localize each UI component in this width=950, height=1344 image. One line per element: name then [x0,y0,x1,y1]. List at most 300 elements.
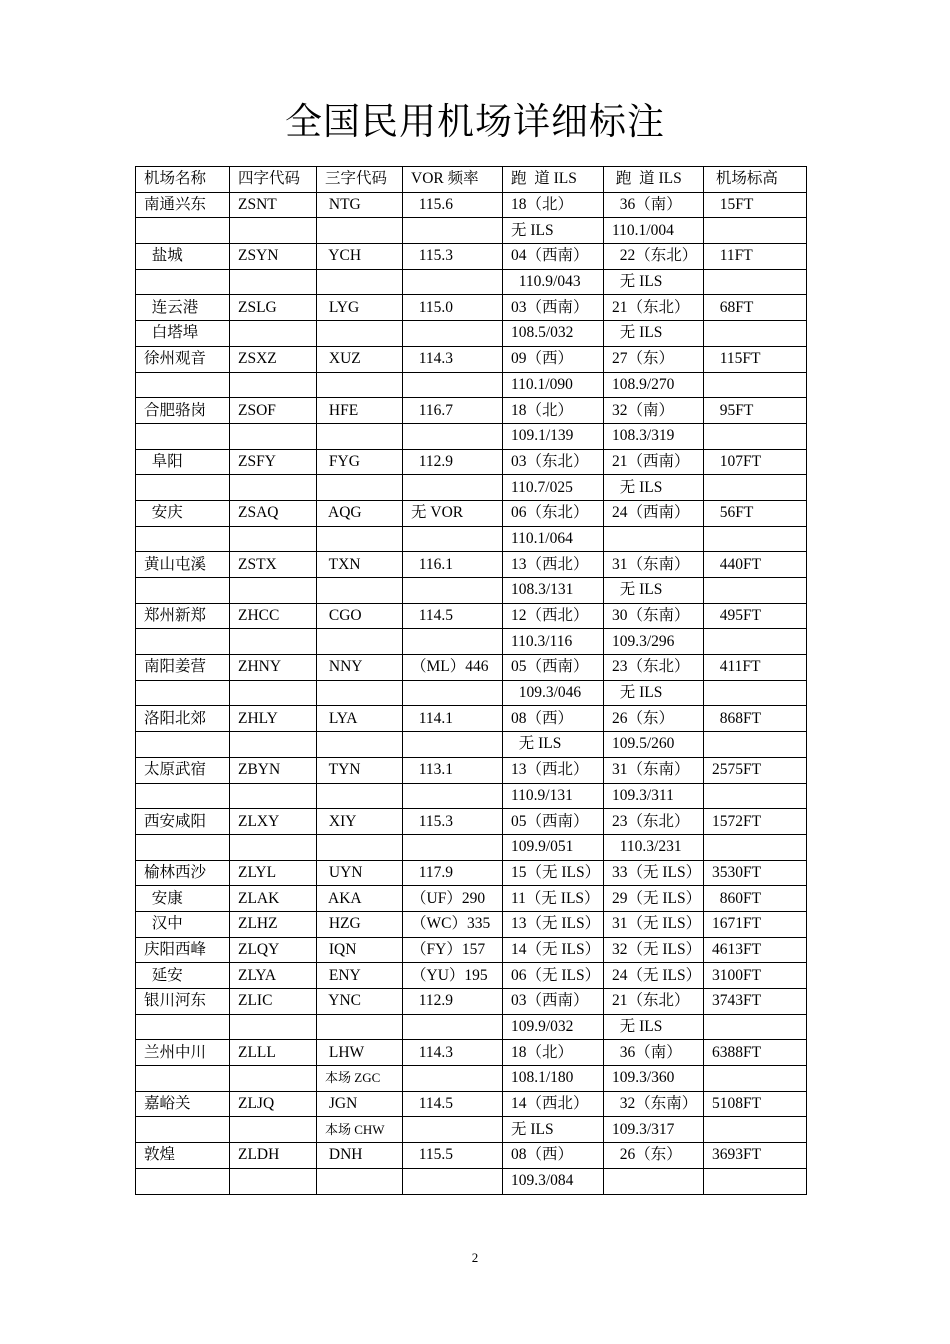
table-cell [136,1066,230,1092]
table-cell: ZLAK [230,886,317,912]
table-cell [317,423,403,449]
table-cell: （FY）157 [403,937,503,963]
table-cell: 109.3/360 [604,1066,704,1092]
table-cell: 411FT [704,655,807,681]
table-cell [403,578,503,604]
table-row [136,1014,807,1040]
table-cell: 108.9/270 [604,372,704,398]
table-cell [704,834,807,860]
table-cell: 安康 [136,886,230,912]
table-cell: 116.1 [403,552,503,578]
table-cell: 26（东） [604,1143,704,1169]
table-cell: 连云港 [136,295,230,321]
table-cell [230,475,317,501]
table-cell: DNH [317,1143,403,1169]
table-cell: 无 ILS [604,578,704,604]
table-cell: 109.3/317 [604,1117,704,1143]
table-cell: 榆林西沙 [136,860,230,886]
table-cell: 110.3/116 [503,629,604,655]
table-cell: 95FT [704,398,807,424]
table-cell: 30（东南） [604,603,704,629]
table-cell: 延安 [136,963,230,989]
table-cell [317,680,403,706]
table-cell: UYN [317,860,403,886]
table-cell: 108.3/319 [604,423,704,449]
table-row [136,629,807,655]
airport-table [135,166,807,1195]
table-cell: 13（无 ILS） [503,911,604,937]
table-row [136,963,807,989]
table-cell: 兰州中川 [136,1040,230,1066]
table-row [136,372,807,398]
table-cell [704,732,807,758]
table-cell: 1572FT [704,809,807,835]
table-cell [704,1014,807,1040]
table-cell: 108.5/032 [503,321,604,347]
table-cell [317,1168,403,1194]
table-cell [230,1117,317,1143]
table-cell: （WC）335 [403,911,503,937]
table-cell [704,1168,807,1194]
table-cell [604,1168,704,1194]
table-cell: 109.1/139 [503,423,604,449]
table-cell: ZHCC [230,603,317,629]
table-cell: 107FT [704,449,807,475]
table-cell: 22（东北） [604,244,704,270]
table-cell: 495FT [704,603,807,629]
table-cell: 15FT [704,192,807,218]
table-cell: 32（南） [604,398,704,424]
table-cell: 郑州新郑 [136,603,230,629]
table-cell: 无 ILS [604,1014,704,1040]
table-cell: IQN [317,937,403,963]
table-cell [230,321,317,347]
table-row [136,1143,807,1169]
table-cell [403,834,503,860]
table-row [136,911,807,937]
table-cell: 08（西） [503,1143,604,1169]
table-cell: （ML）446 [403,655,503,681]
table-cell: 109.9/032 [503,1014,604,1040]
table-cell: 115.3 [403,809,503,835]
table-cell: 13（西北） [503,552,604,578]
table-header-cell: 机场名称 [136,167,230,193]
table-row [136,1066,807,1092]
table-cell: 32（无 ILS） [604,937,704,963]
table-cell [704,578,807,604]
table-row [136,860,807,886]
table-cell: 12（西北） [503,603,604,629]
table-cell [317,783,403,809]
table-cell: 03（西南） [503,295,604,321]
table-cell: 117.9 [403,860,503,886]
table-row [136,706,807,732]
table-cell: 4613FT [704,937,807,963]
table-cell: 36（南） [604,192,704,218]
table-cell: HZG [317,911,403,937]
table-cell: NTG [317,192,403,218]
table-cell: 白塔埠 [136,321,230,347]
table-cell: ZSOF [230,398,317,424]
table-cell: 32（东南） [604,1091,704,1117]
table-cell: 112.9 [403,449,503,475]
table-row [136,937,807,963]
table-cell: 黄山屯溪 [136,552,230,578]
table-cell [704,1117,807,1143]
table-cell: 无 ILS [604,475,704,501]
table-cell [230,680,317,706]
table-row [136,578,807,604]
table-cell: 114.3 [403,346,503,372]
table-row [136,218,807,244]
page-number: 2 [471,1250,479,1265]
table-cell [704,423,807,449]
table-row [136,680,807,706]
table-cell: 合肥骆岗 [136,398,230,424]
table-cell [317,218,403,244]
table-cell: 嘉峪关 [136,1091,230,1117]
table-cell: 23（东北） [604,809,704,835]
table-row [136,346,807,372]
table-cell: JGN [317,1091,403,1117]
table-cell: TYN [317,757,403,783]
table-cell: 3693FT [704,1143,807,1169]
table-cell [136,783,230,809]
page-title: 全国民用机场详细标注 [285,100,665,143]
table-cell [704,526,807,552]
table-cell: ZLDH [230,1143,317,1169]
table-cell: 徐州观音 [136,346,230,372]
table-cell: 115.3 [403,244,503,270]
table-row [136,1040,807,1066]
table-cell: 15（无 ILS） [503,860,604,886]
table-cell: 115.0 [403,295,503,321]
table-cell: 114.1 [403,706,503,732]
table-cell: 109.3/046 [503,680,604,706]
table-cell: 04（西南） [503,244,604,270]
table-cell: 36（南） [604,1040,704,1066]
table-cell: 汉中 [136,911,230,937]
table-cell: 68FT [704,295,807,321]
table-cell [704,1066,807,1092]
table-cell [230,423,317,449]
table-cell: 27（东） [604,346,704,372]
table-cell [230,372,317,398]
table-cell: 2575FT [704,757,807,783]
table-cell: ZLIC [230,989,317,1015]
table-cell: 11（无 ILS） [503,886,604,912]
table-cell: 03（西南） [503,989,604,1015]
table-cell: 阜阳 [136,449,230,475]
table-cell [136,269,230,295]
table-cell: AQG [317,500,403,526]
table-header-cell: 跑 道 ILS [604,167,704,193]
table-cell: 114.5 [403,1091,503,1117]
table-cell: 14（无 ILS） [503,937,604,963]
table-cell: 6388FT [704,1040,807,1066]
table-cell [136,732,230,758]
table-row [136,295,807,321]
table-row [136,269,807,295]
table-row [136,192,807,218]
table-cell: 太原武宿 [136,757,230,783]
table-cell: ZLQY [230,937,317,963]
table-cell: 114.5 [403,603,503,629]
table-cell [136,526,230,552]
table-cell: 无 VOR [403,500,503,526]
table-cell: ZLJQ [230,1091,317,1117]
table-cell: XUZ [317,346,403,372]
table-cell: ZLHZ [230,911,317,937]
table-row [136,1091,807,1117]
table-cell: 无 ILS [503,218,604,244]
table-cell [230,629,317,655]
table-cell: 115.5 [403,1143,503,1169]
table-cell [230,1066,317,1092]
table-cell: 05（西南） [503,655,604,681]
table-cell: HFE [317,398,403,424]
table-cell [136,680,230,706]
table-cell: 31（东南） [604,552,704,578]
table-cell: 庆阳西峰 [136,937,230,963]
table-cell: TXN [317,552,403,578]
table-cell: 3100FT [704,963,807,989]
table-cell: 33（无 ILS） [604,860,704,886]
table-row [136,732,807,758]
table-cell [403,526,503,552]
table-row [136,475,807,501]
table-row [136,603,807,629]
table-cell: LHW [317,1040,403,1066]
table-row [136,244,807,270]
table-cell: 868FT [704,706,807,732]
table-cell: 3743FT [704,989,807,1015]
table-cell [136,1014,230,1040]
table-cell: 23（东北） [604,655,704,681]
table-cell: 南通兴东 [136,192,230,218]
table-row [136,500,807,526]
table-cell [317,578,403,604]
table-cell [403,1066,503,1092]
table-cell: ZSFY [230,449,317,475]
table-row [136,1168,807,1194]
table-cell: 无 ILS [604,680,704,706]
table-cell: ZLXY [230,809,317,835]
table-cell: 05（西南） [503,809,604,835]
table-cell: 18（北） [503,192,604,218]
table-cell [136,372,230,398]
table-cell [403,732,503,758]
table-cell: （UF）290 [403,886,503,912]
table-cell: ZLYA [230,963,317,989]
table-cell: 21（东北） [604,989,704,1015]
table-cell: 110.7/025 [503,475,604,501]
table-cell: 108.1/180 [503,1066,604,1092]
table-cell [403,218,503,244]
table-cell: 110.1/090 [503,372,604,398]
table-cell [230,834,317,860]
table-cell [403,372,503,398]
table-cell: 114.3 [403,1040,503,1066]
table-cell: 110.9/043 [503,269,604,295]
table-cell [704,218,807,244]
table-cell: ZHNY [230,655,317,681]
table-cell [403,321,503,347]
table-cell: ZSNT [230,192,317,218]
table-cell: 115FT [704,346,807,372]
table-row [136,886,807,912]
table-cell: ZHLY [230,706,317,732]
table-cell [230,578,317,604]
table-cell: 18（北） [503,398,604,424]
table-cell: 31（无 ILS） [604,911,704,937]
table-cell [403,1117,503,1143]
table-cell: 14（西北） [503,1091,604,1117]
table-cell: 113.1 [403,757,503,783]
table-cell: 敦煌 [136,1143,230,1169]
table-cell: ZSLG [230,295,317,321]
table-row [136,783,807,809]
table-cell: ZSXZ [230,346,317,372]
table-cell [403,783,503,809]
table-cell [230,1014,317,1040]
table-cell [704,269,807,295]
table-cell: 06（无 ILS） [503,963,604,989]
table-cell [317,321,403,347]
table-cell: 21（东北） [604,295,704,321]
table-cell [136,475,230,501]
table-cell [403,629,503,655]
table-cell: 112.9 [403,989,503,1015]
table-cell: 109.5/260 [604,732,704,758]
table-cell: 无 ILS [503,1117,604,1143]
table-cell: ENY [317,963,403,989]
table-cell: 440FT [704,552,807,578]
table-cell: CGO [317,603,403,629]
table-cell: 109.3/084 [503,1168,604,1194]
table-cell [230,1168,317,1194]
table-cell: 110.9/131 [503,783,604,809]
table-cell: 南阳姜营 [136,655,230,681]
table-cell: ZSYN [230,244,317,270]
table-cell [403,680,503,706]
table-cell: 24（无 ILS） [604,963,704,989]
table-cell: 无 ILS [604,321,704,347]
table-cell [317,269,403,295]
table-cell [317,372,403,398]
table-cell: 1671FT [704,911,807,937]
table-header-cell: VOR 频率 [403,167,503,193]
table-cell: YCH [317,244,403,270]
table-cell: 18（北） [503,1040,604,1066]
table-cell: 3530FT [704,860,807,886]
table-cell [317,475,403,501]
table-cell: XIY [317,809,403,835]
table-cell: 无 ILS [604,269,704,295]
table-cell: 115.6 [403,192,503,218]
table-cell [403,423,503,449]
table-header-row [136,167,807,193]
table-row [136,526,807,552]
table-cell [403,475,503,501]
table-cell [403,1168,503,1194]
table-cell [317,834,403,860]
table-cell: 09（西） [503,346,604,372]
table-cell [136,1117,230,1143]
table-header-cell: 机场标高 [704,167,807,193]
table-cell: 110.3/231 [604,834,704,860]
table-cell: 109.3/311 [604,783,704,809]
table-cell: 26（东） [604,706,704,732]
table-cell [230,783,317,809]
table-cell [403,1014,503,1040]
table-cell: 29（无 ILS） [604,886,704,912]
table-cell [230,269,317,295]
table-cell: 13（西北） [503,757,604,783]
table-cell [403,269,503,295]
table-header-cell: 跑 道 ILS [503,167,604,193]
table-cell: 无 ILS [503,732,604,758]
table-header-cell: 四字代码 [230,167,317,193]
table-cell: 洛阳北郊 [136,706,230,732]
table-cell: 110.1/004 [604,218,704,244]
table-cell: 860FT [704,886,807,912]
table-cell: 06（东北） [503,500,604,526]
table-cell [604,526,704,552]
table-row [136,757,807,783]
table-cell: ZSTX [230,552,317,578]
table-cell: 西安咸阳 [136,809,230,835]
table-cell [136,629,230,655]
table-row [136,655,807,681]
table-cell: ZLLL [230,1040,317,1066]
table-cell: 安庆 [136,500,230,526]
table-cell: 109.3/296 [604,629,704,655]
table-cell [136,423,230,449]
table-cell: 盐城 [136,244,230,270]
table-cell [136,834,230,860]
table-row [136,423,807,449]
table-cell: 5108FT [704,1091,807,1117]
table-row [136,321,807,347]
table-cell [704,783,807,809]
table-cell [317,1014,403,1040]
table-row [136,552,807,578]
table-cell: ZLYL [230,860,317,886]
table-row [136,809,807,835]
table-row [136,989,807,1015]
table-cell: 03（东北） [503,449,604,475]
table-cell [704,321,807,347]
table-cell [230,732,317,758]
table-cell: FYG [317,449,403,475]
table-row [136,1117,807,1143]
table-cell [704,680,807,706]
table-cell: 本场 ZGC [317,1066,403,1092]
table-cell: 109.9/051 [503,834,604,860]
table-cell: 116.7 [403,398,503,424]
table-cell [704,475,807,501]
table-row [136,449,807,475]
table-header-cell: 三字代码 [317,167,403,193]
table-cell: 108.3/131 [503,578,604,604]
table-cell: LYG [317,295,403,321]
table-cell: 56FT [704,500,807,526]
table-row [136,834,807,860]
table-cell: YNC [317,989,403,1015]
table-cell: 11FT [704,244,807,270]
table-cell: AKA [317,886,403,912]
